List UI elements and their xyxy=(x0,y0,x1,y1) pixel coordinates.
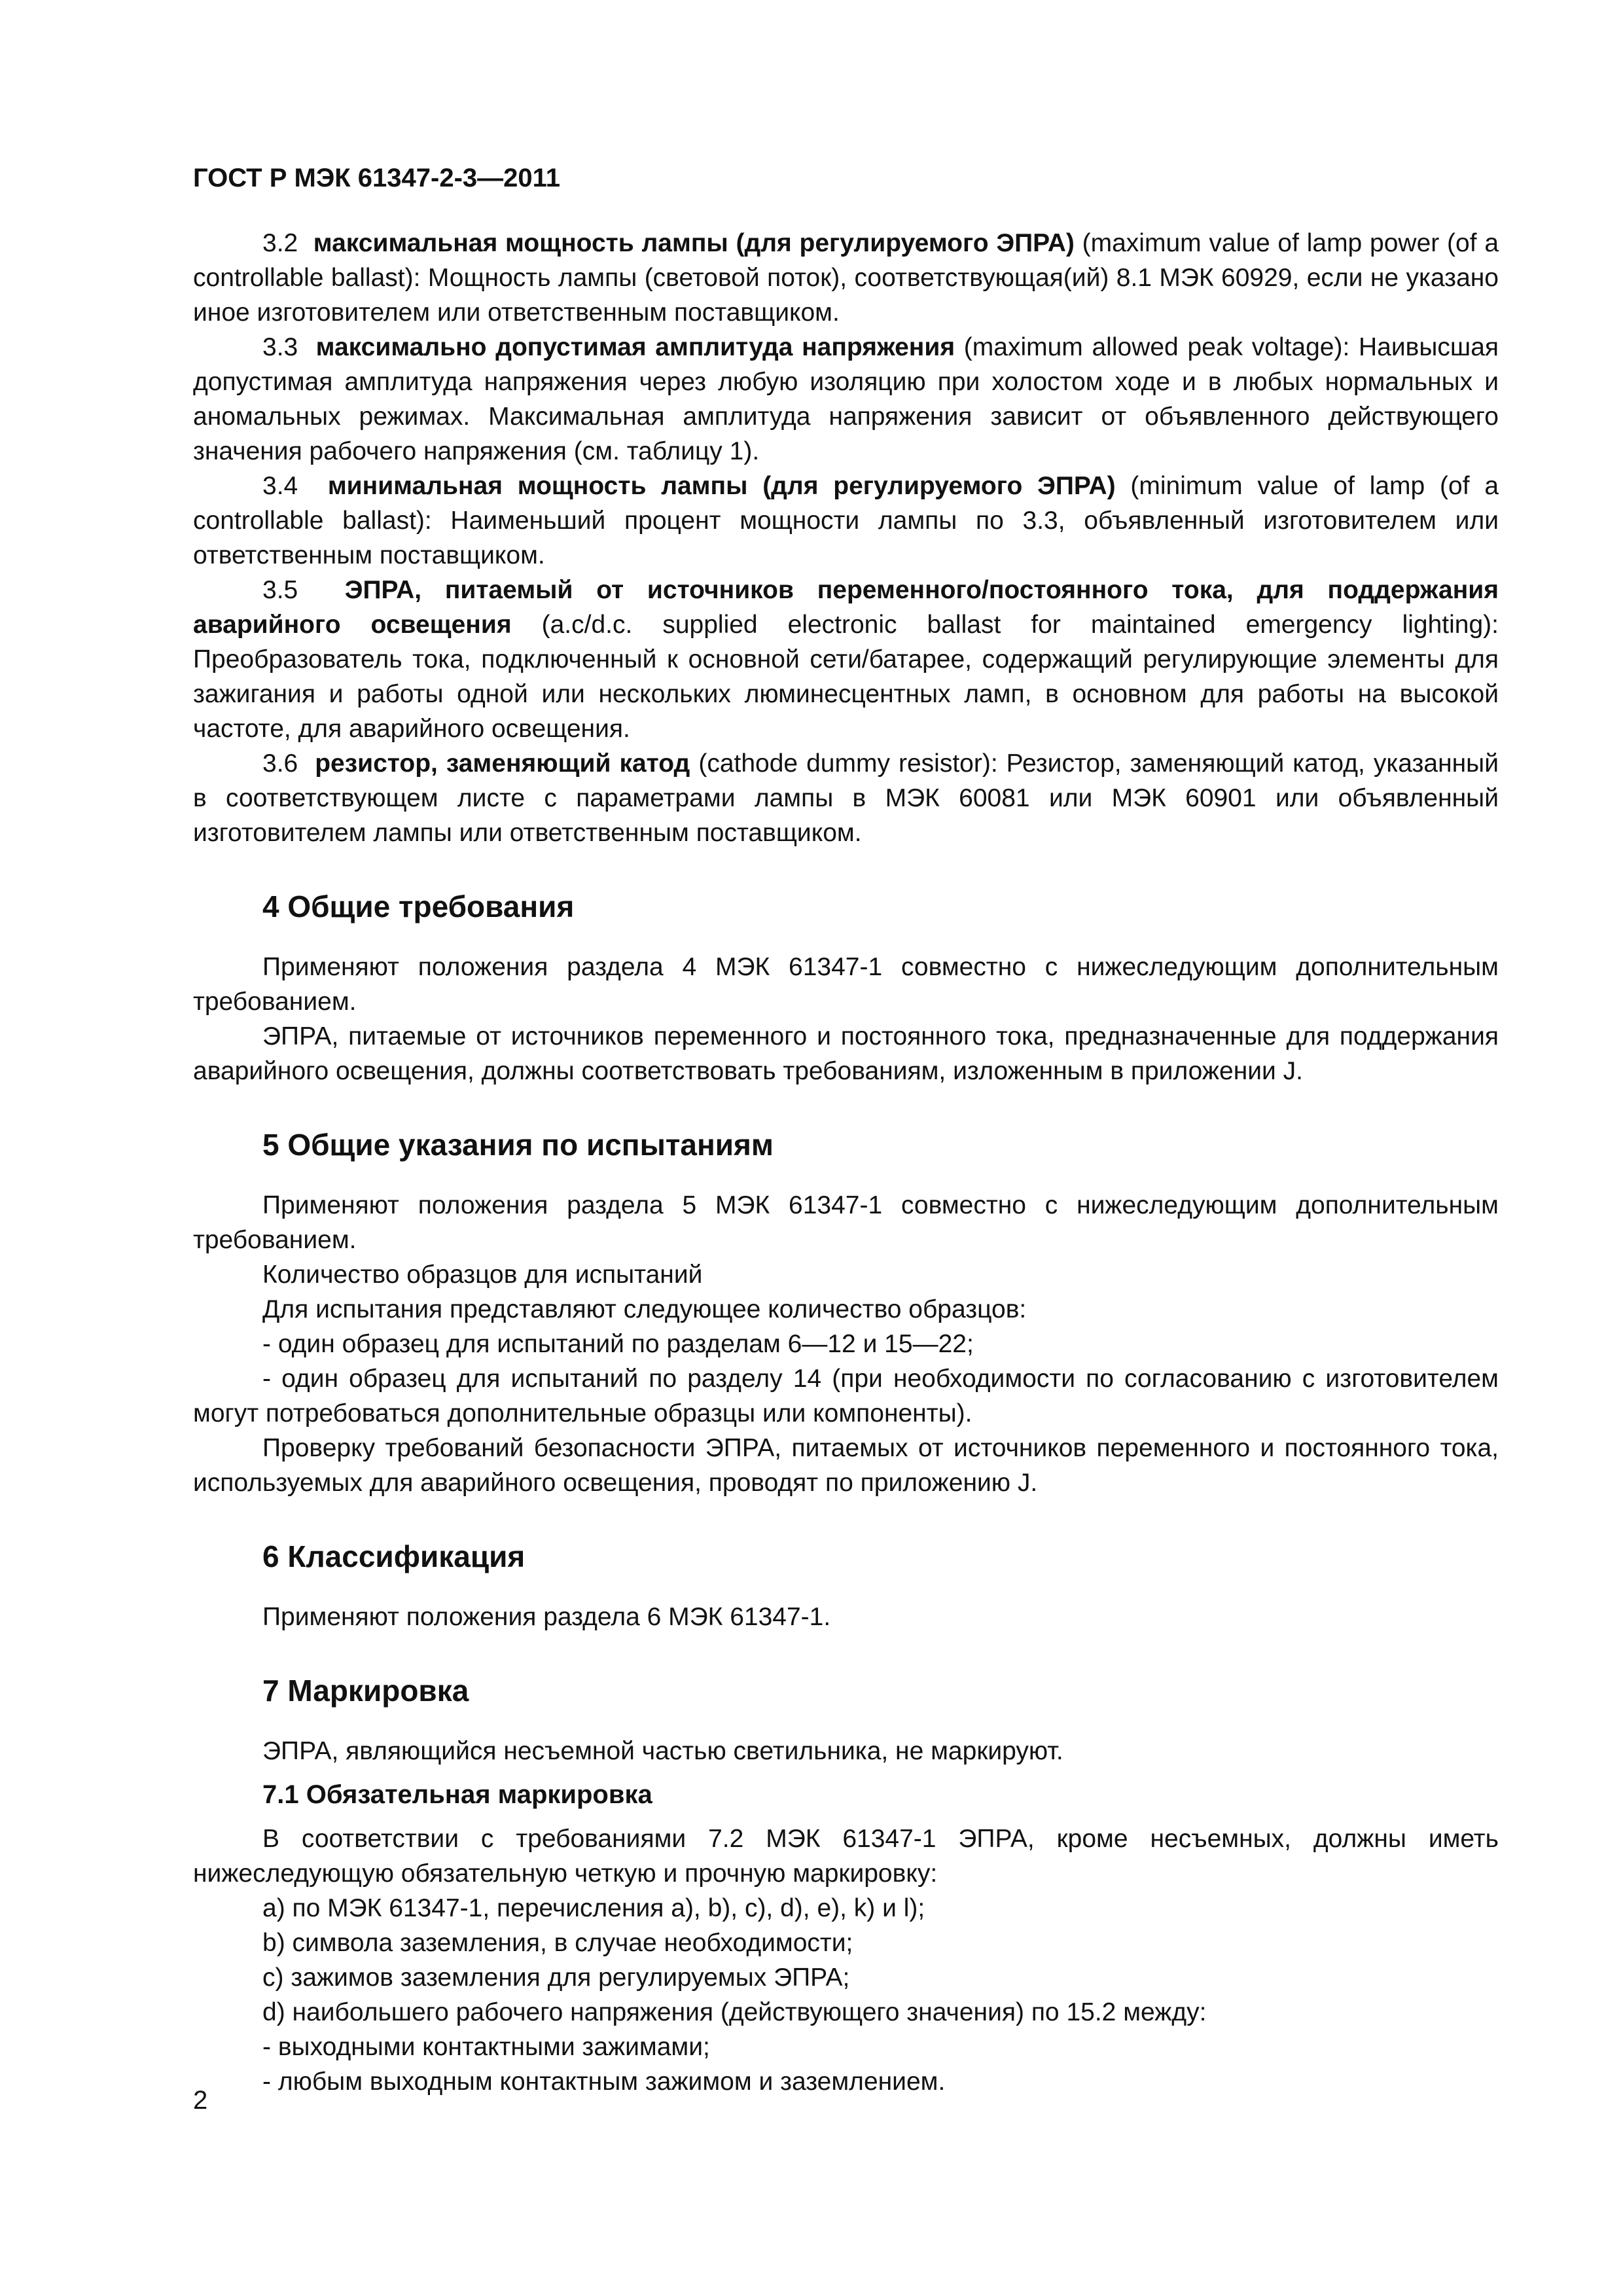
page-number: 2 xyxy=(193,2086,208,2115)
section-6-paragraph: Применяют положения раздела 6 МЭК 61347-1. xyxy=(262,1603,831,1631)
term-body: (maximum allowed peak voltage): Наивысшая допустимая амплитуда напряжения через любую изоляцию при холостом ходе и в любых нормальных и аномальных режимах. Максимальная амплитуда напряжения зависит от объявленного действующего значения рабочего напряжения (см. таблицу 1). xyxy=(193,333,1499,465)
term-title: резистор, заменяющий катод xyxy=(315,749,690,778)
section-7-1-list-item: c) зажимов заземления для регулируемых ЭПРА; xyxy=(262,1964,850,1992)
section-5-list-item: - один образец для испытаний по разделу 14 (при необходимости по согласованию с изготовителем могут потребоваться дополнительные образцы или компоненты). xyxy=(193,1365,1499,1427)
section-4-paragraph: ЭПРА, питаемые от источников переменного и постоянного тока, предназначенные для поддержания аварийного освещения, должны соответствовать требованиям, изложенным в приложении J. xyxy=(193,1022,1499,1085)
term-3-5 xyxy=(193,573,1499,746)
term-3-4 xyxy=(193,469,1499,573)
section-5-paragraph: Проверку требований безопасности ЭПРА, питаемых от источников переменного и постоянного тока, используемых для аварийного освещения, проводят по приложению J. xyxy=(193,1434,1499,1497)
section-5-list-item: - один образец для испытаний по разделам 6—12 и 15—22; xyxy=(262,1330,974,1358)
term-body: (maximum value of lamp power (of a controllable ballast): Мощность лампы (световой поток), соответствующая(ий) 8.1 МЭК 60929, если не указано иное изготовителем или ответственным поставщиком. xyxy=(193,229,1499,327)
term-number: 3.2 xyxy=(262,229,298,257)
document-header: ГОСТ Р МЭК 61347-2-3—2011 xyxy=(193,164,560,192)
section-7-1-paragraph: В соответствии с требованиями 7.2 МЭК 61347-1 ЭПРА, кроме несъемных, должны иметь нижеследующую обязательную четкую и прочную маркировку: xyxy=(193,1825,1499,1888)
term-3-6 xyxy=(193,746,1499,850)
section-7-1-heading: 7.1 Обязательная маркировка xyxy=(262,1780,652,1809)
section-4-heading: 4 Общие требования xyxy=(262,889,575,924)
term-title: максимальная мощность лампы (для регулируемого ЭПРА) xyxy=(313,229,1075,257)
section-7-1-list-item: b) символа заземления, в случае необходимости; xyxy=(262,1929,853,1957)
section-5-heading: 5 Общие указания по испытаниям xyxy=(262,1128,774,1162)
section-5-paragraph: Применяют положения раздела 5 МЭК 61347-1 совместно с нижеследующим дополнительным требованием. xyxy=(193,1191,1499,1254)
section-5-paragraph: Для испытания представляют следующее количество образцов: xyxy=(262,1295,1027,1323)
term-number: 3.6 xyxy=(262,749,298,778)
term-title: минимальная мощность лампы (для регулируемого ЭПРА) xyxy=(327,472,1116,500)
section-7-1-list-item: a) по МЭК 61347-1, перечисления a), b), c), d), e), k) и l); xyxy=(262,1894,925,1922)
section-7-heading: 7 Маркировка xyxy=(262,1674,469,1708)
term-number: 3.3 xyxy=(262,333,298,361)
section-7-1-list-item: - выходными контактными зажимами; xyxy=(262,2033,710,2061)
term-title: ЭПРА, питаемый от источников переменного/постоянного тока, для поддержания аварийного освещения xyxy=(193,576,1499,639)
term-number: 3.4 xyxy=(262,472,298,500)
section-7-intro: ЭПРА, являющийся несъемной частью светильника, не маркируют. xyxy=(262,1737,1063,1765)
section-5-paragraph: Количество образцов для испытаний xyxy=(262,1261,703,1289)
term-body: (a.c/d.c. supplied electronic ballast for maintained emergency lighting): Преобразователь тока, подключенный к основной сети/батарее, содержащий регулирующие элементы для зажигания и работы одной или нескольких люминесцентных ламп, в основном для работы на высокой частоте, для аварийного освещения. xyxy=(193,611,1499,743)
term-body: (cathode dummy resistor): Резистор, заменяющий катод, указанный в соответствующем листе с параметрами лампы в МЭК 60081 или МЭК 60901 или объявленный изготовителем лампы или ответственным поставщиком. xyxy=(193,749,1499,847)
section-4-paragraph: Применяют положения раздела 4 МЭК 61347-1 совместно с нижеследующим дополнительным требованием. xyxy=(193,953,1499,1016)
document-body xyxy=(193,226,1499,2099)
term-body: (minimum value of lamp (of a controllable ballast): Наименьший процент мощности лампы по 3.3, объявленный изготовителем или ответственным поставщиком. xyxy=(193,472,1499,569)
term-title: максимально допустимая амплитуда напряжения xyxy=(315,333,955,361)
section-6-heading: 6 Классификация xyxy=(262,1539,526,1573)
term-number: 3.5 xyxy=(262,576,298,604)
term-3-2 xyxy=(193,226,1499,330)
section-7-1-list-item: d) наибольшего рабочего напряжения (действующего значения) по 15.2 между: xyxy=(262,1998,1207,2026)
section-7-1-list-item: - любым выходным контактным зажимом и заземлением. xyxy=(262,2068,946,2096)
term-3-3 xyxy=(193,330,1499,469)
